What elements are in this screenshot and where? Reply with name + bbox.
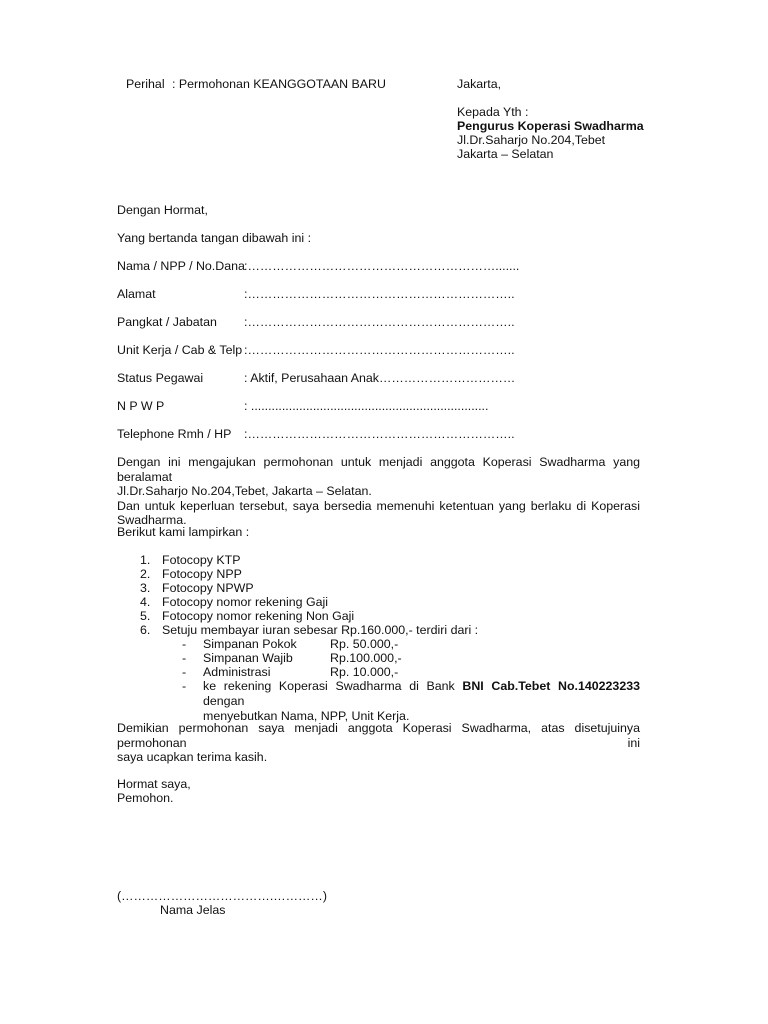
- fee-label: Simpanan Wajib: [203, 651, 293, 665]
- list-item: Fotocopy NPP: [162, 567, 242, 581]
- list-item-number: 4.: [140, 595, 151, 609]
- fee-dash: -: [182, 651, 187, 665]
- name-caption: Nama Jelas: [160, 903, 226, 917]
- transfer-line: menyebutkan Nama, NPP, Unit Kerja.: [203, 709, 410, 723]
- list-item: Fotocopy NPWP: [162, 581, 254, 595]
- recipient-name: Pengurus Koperasi Swadharma: [457, 119, 644, 133]
- paragraph-line: Swadharma.: [117, 513, 187, 527]
- regards: Hormat saya,: [117, 777, 191, 791]
- field-value-address: :………………………………………………………..: [244, 287, 515, 301]
- intro-text: Yang bertanda tangan dibawah ini :: [117, 231, 312, 245]
- perihal-label: Perihal: [126, 77, 165, 91]
- list-item-number: 5.: [140, 609, 151, 623]
- list-item: Fotocopy KTP: [162, 553, 241, 567]
- list-item: Fotocopy nomor rekening Gaji: [162, 595, 328, 609]
- list-item-number: 3.: [140, 581, 151, 595]
- fee-dash: -: [182, 637, 187, 651]
- fee-amount: Rp. 10.000,-: [330, 665, 399, 679]
- bank-account: BNI Cab.Tebet No.140223233: [462, 679, 640, 693]
- closing-line: Demikian permohonan saya menjadi anggota Koperasi Swadharma, atas disetujuinya permohonan ini: [117, 721, 640, 750]
- field-value-phone: :………………………………………………………..: [244, 427, 515, 441]
- transfer-text: ke rekening Koperasi Swadharma di Bank: [203, 679, 463, 693]
- field-value-npwp: : .....................................................................: [244, 399, 489, 413]
- field-value-name: :…………………………………………………….......: [244, 259, 520, 273]
- fee-label: Simpanan Pokok: [203, 637, 297, 651]
- transfer-instruction: [203, 679, 640, 724]
- field-label-npwp: N P W P: [117, 399, 165, 413]
- salutation: Dengan Hormat,: [117, 203, 208, 217]
- transfer-line: [203, 679, 640, 709]
- field-value-rank: :………………………………………………………..: [244, 315, 515, 329]
- field-label-rank: Pangkat / Jabatan: [117, 315, 217, 329]
- transfer-dash: -: [182, 679, 187, 693]
- signature-line: (……………………………….…………): [117, 889, 327, 903]
- perihal-value: : Permohonan KEANGGOTAAN BARU: [172, 77, 386, 91]
- field-label-phone: Telephone Rmh / HP: [117, 427, 232, 441]
- field-label-name: Nama / NPP / No.Dana: [117, 259, 245, 273]
- paragraph-line: Dengan ini mengajukan permohonan untuk menjadi anggota Koperasi Swadharma yang beralamat: [117, 455, 640, 484]
- field-label-address: Alamat: [117, 287, 156, 301]
- closing-paragraph: [117, 721, 640, 765]
- list-item-number: 6.: [140, 623, 151, 637]
- attachments-intro: Berikut kami lampirkan :: [117, 525, 250, 539]
- list-item: Setuju membayar iuran sebesar Rp.160.000,- terdiri dari :: [162, 623, 479, 637]
- fee-label: Administrasi: [203, 665, 271, 679]
- paragraph-line: Jl.Dr.Saharjo No.204,Tebet, Jakarta – Selatan.: [117, 484, 372, 498]
- applicant-role: Pemohon.: [117, 791, 174, 805]
- field-label-unit: Unit Kerja / Cab & Telp: [117, 343, 243, 357]
- city-date: Jakarta,: [457, 77, 502, 91]
- application-paragraph: [117, 455, 640, 528]
- fee-dash: -: [182, 665, 187, 679]
- paragraph-line: Dan untuk keperluan tersebut, saya bersedia memenuhi ketentuan yang berlaku di Koperasi: [117, 498, 640, 513]
- field-value-status: : Aktif, Perusahaan Anak……………………………: [244, 371, 516, 385]
- list-item-number: 2.: [140, 567, 151, 581]
- list-item-number: 1.: [140, 553, 151, 567]
- field-value-unit: :………………………………………………………..: [244, 343, 515, 357]
- fee-amount: Rp. 50.000,-: [330, 637, 399, 651]
- fee-amount: Rp.100.000,-: [330, 651, 402, 665]
- transfer-text: dengan: [203, 694, 245, 708]
- recipient-greeting: Kepada Yth :: [457, 105, 529, 119]
- list-item: Fotocopy nomor rekening Non Gaji: [162, 609, 355, 623]
- recipient-address-line1: Jl.Dr.Saharjo No.204,Tebet: [457, 133, 606, 147]
- field-label-status: Status Pegawai: [117, 371, 204, 385]
- recipient-address-line2: Jakarta – Selatan: [457, 147, 554, 161]
- closing-line: saya ucapkan terima kasih.: [117, 750, 268, 764]
